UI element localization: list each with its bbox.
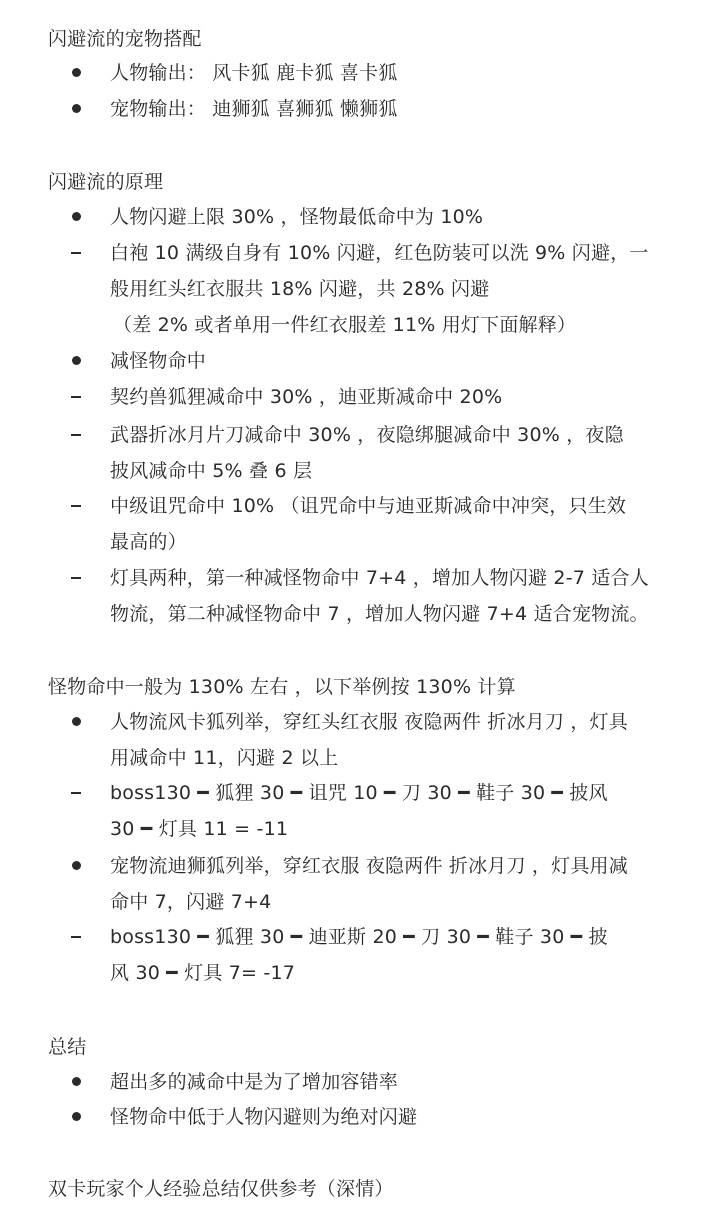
bullet-icon: [68, 58, 84, 77]
item-text: 怪物命中低于人物闪避则为绝对闪避: [110, 1106, 418, 1128]
item-text: 人物闪避上限 30% ，怪物最低命中为 10%: [110, 206, 484, 228]
item-text: 宠物流迪狮狐列举，穿红衣服 夜隐两件 折冰月刀 ，灯具用减: [110, 855, 628, 877]
item-text: 风 30 ━ 灯具 7= -17: [110, 962, 296, 984]
item-text: 减怪物命中: [110, 350, 207, 372]
item-text: 30 ━ 灯具 11 = -11: [110, 818, 289, 840]
section-title: 怪物命中一般为 130% 左右 ，以下举例按 130% 计算: [48, 676, 516, 698]
bullet-icon: [68, 94, 84, 113]
item-text: 武器折冰月片刀减命中 30% ，夜隐绑腿减命中 30% ，夜隐: [110, 424, 624, 446]
item-text: 用减命中 11，闪避 2 以上: [110, 747, 339, 769]
item-text: 超出多的减命中是为了增加容错率: [110, 1071, 399, 1093]
item-text: （差 2% 或者单用一件红衣服差 11% 用灯下面解释）: [113, 314, 577, 336]
item-text: 契约兽狐狸减命中 30% ，迪亚斯减命中 20%: [110, 386, 503, 408]
dash-icon: [68, 238, 84, 254]
dash-icon: [68, 420, 84, 436]
item-text: boss130 ━ 狐狸 30 ━ 诅咒 10 ━ 刀 30 ━ 鞋子 30 ━ 披风: [110, 782, 608, 804]
dash-icon: [68, 778, 84, 794]
item-text: 命中 7，闪避 7+4: [110, 891, 272, 913]
dash-icon: [68, 491, 84, 507]
bullet-icon: [68, 1067, 84, 1086]
item-text: 般用红头红衣服共 18% 闪避，共 28% 闪避: [110, 278, 490, 300]
bullet-icon: [68, 707, 84, 726]
item-text: 披风减命中 5% 叠 6 层: [110, 460, 313, 482]
dash-icon: [68, 382, 84, 398]
item-text: 人物流风卡狐列举，穿红头红衣服 夜隐两件 折冰月刀 ，灯具: [110, 711, 628, 733]
item-text: 人物输出： 风卡狐 鹿卡狐 喜卡狐: [110, 62, 398, 84]
dash-icon: [68, 563, 84, 579]
item-text: 白袍 10 满级自身有 10% 闪避，红色防装可以洗 9% 闪避，一: [110, 242, 649, 264]
item-text: 中级诅咒命中 10% （诅咒命中与迪亚斯减命中冲突，只生效: [110, 495, 627, 517]
closing-note: 双卡玩家个人经验总结仅供参考（深情）: [48, 1178, 394, 1200]
item-text: 最高的）: [110, 531, 187, 553]
bullet-icon: [68, 1102, 84, 1121]
section-title: 闪避流的原理: [48, 171, 164, 193]
item-text: 灯具两种，第一种减怪物命中 7+4 ，增加人物闪避 2-7 适合人: [110, 567, 649, 589]
item-text: 物流，第二种减怪物命中 7 ，增加人物闪避 7+4 适合宠物流。: [110, 603, 649, 625]
bullet-icon: [68, 202, 84, 221]
section-title: 闪避流的宠物搭配: [48, 28, 202, 50]
bullet-icon: [68, 346, 84, 365]
section-title: 总结: [48, 1036, 87, 1058]
item-text: boss130 ━ 狐狸 30 ━ 迪亚斯 20 ━ 刀 30 ━ 鞋子 30 ━ 披: [110, 926, 608, 948]
bullet-icon: [68, 851, 84, 870]
item-text: 宠物输出： 迪狮狐 喜狮狐 懒狮狐: [110, 98, 398, 120]
dash-icon: [68, 922, 84, 938]
